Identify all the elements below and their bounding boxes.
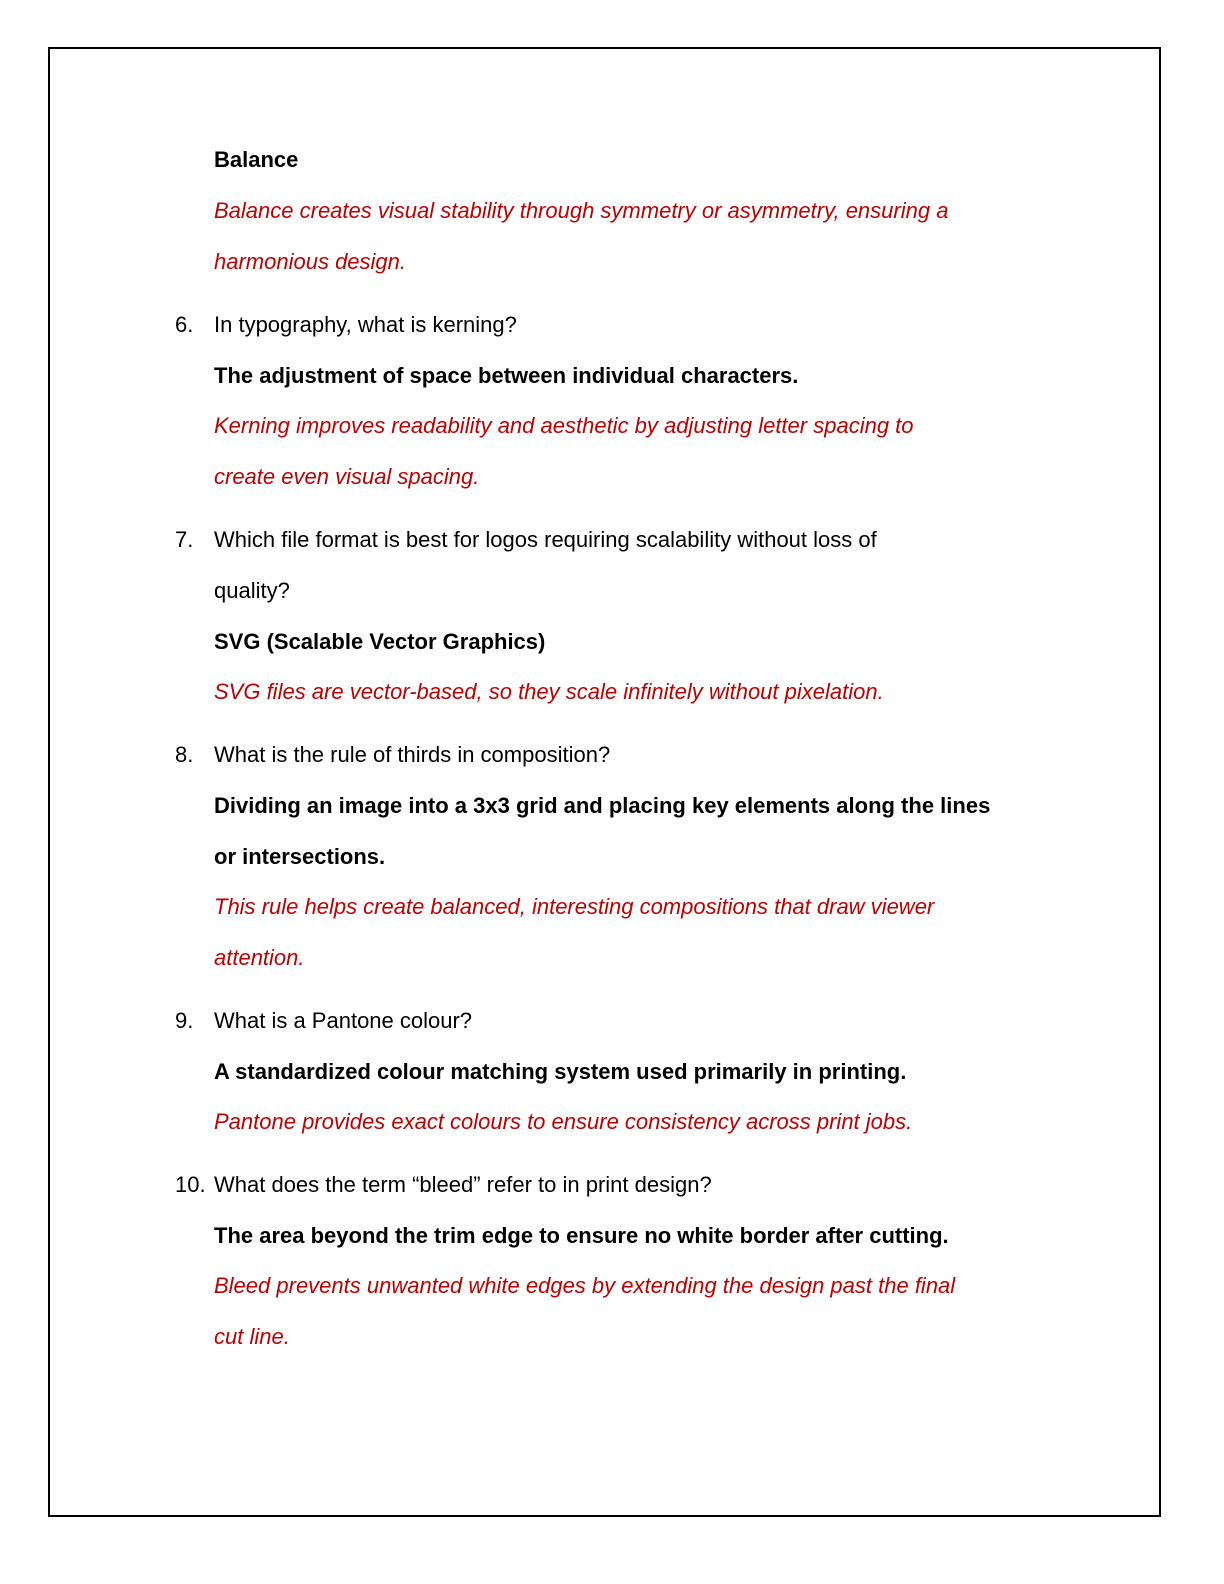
question-number: 7. bbox=[175, 527, 194, 552]
explanation-line: Pantone provides exact colours to ensure consistency across print jobs. bbox=[214, 1109, 913, 1134]
answer-line: The adjustment of space between individual characters. bbox=[214, 363, 799, 388]
question-number: 10. bbox=[175, 1172, 206, 1197]
explanation-line: Balance creates visual stability through symmetry or asymmetry, ensuring a bbox=[214, 198, 949, 223]
question-number: 6. bbox=[175, 312, 194, 337]
question-line: What is a Pantone colour? bbox=[214, 1008, 473, 1033]
question-number: 8. bbox=[175, 742, 194, 767]
question-line: In typography, what is kerning? bbox=[214, 312, 517, 337]
question-line: What does the term “bleed” refer to in print design? bbox=[214, 1172, 712, 1197]
explanation-line: This rule helps create balanced, interesting compositions that draw viewer bbox=[214, 894, 935, 919]
explanation-line: harmonious design. bbox=[214, 249, 407, 274]
explanation-line: SVG files are vector-based, so they scale infinitely without pixelation. bbox=[214, 679, 884, 704]
question-line: quality? bbox=[214, 578, 290, 603]
answer-line: or intersections. bbox=[214, 844, 386, 869]
answer-line: SVG (Scalable Vector Graphics) bbox=[214, 629, 546, 654]
answer-line: Dividing an image into a 3x3 grid and placing key elements along the lines bbox=[214, 793, 991, 818]
explanation-line: Bleed prevents unwanted white edges by extending the design past the final bbox=[214, 1273, 956, 1298]
explanation-line: cut line. bbox=[214, 1324, 290, 1349]
question-number: 9. bbox=[175, 1008, 194, 1033]
question-line: What is the rule of thirds in composition? bbox=[214, 742, 611, 767]
explanation-line: create even visual spacing. bbox=[214, 464, 480, 489]
explanation-line: Kerning improves readability and aesthetic by adjusting letter spacing to bbox=[214, 413, 914, 438]
answer-line: The area beyond the trim edge to ensure no white border after cutting. bbox=[214, 1223, 949, 1248]
answer-line: A standardized colour matching system used primarily in printing. bbox=[214, 1059, 907, 1084]
explanation-line: attention. bbox=[214, 945, 305, 970]
answer-line: Balance bbox=[214, 147, 299, 172]
question-line: Which file format is best for logos requiring scalability without loss of bbox=[214, 527, 877, 552]
